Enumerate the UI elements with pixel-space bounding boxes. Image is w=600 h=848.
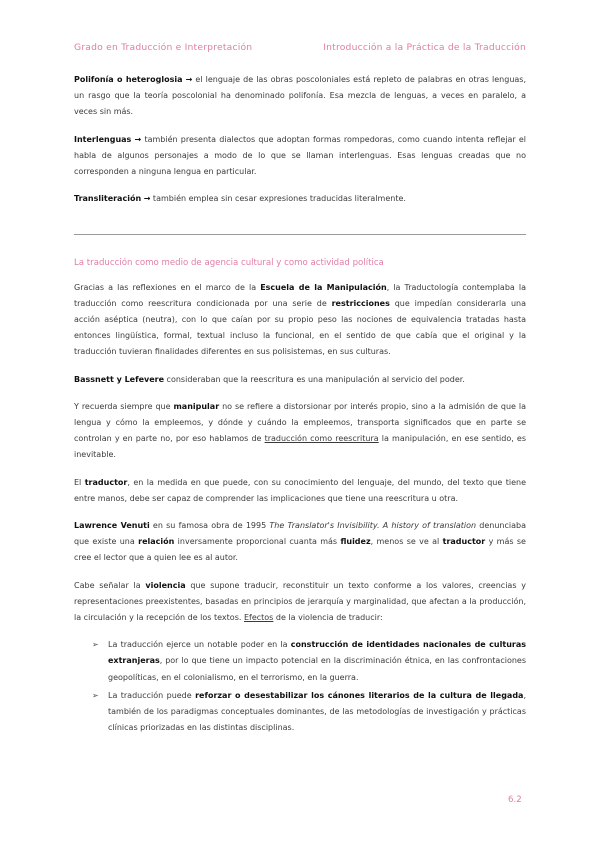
list-item: ➢ La traducción ejerce un notable poder en la construcción de identidades nacionales de culturas extranjeras, por lo que tiene un impacto potencial en la discriminación étnica, en las confrontaciones geopolíticas, en el colonialismo, en el terrorismo, en la guerra.	[74, 637, 526, 686]
page-content	[74, 72, 526, 739]
paragraph-transliteracion: Transliteración → también emplea sin cesar expresiones traducidas literalmente.	[74, 194, 406, 204]
arrow-icon: →	[143, 194, 151, 204]
paragraph-venuti: Lawrence Venuti en su famosa obra de 1995 The Translator's Invisibility. A history of translation denunciaba que existe una relación inversamente proporcional cuanta más fluidez, menos se ve al traductor y más se cree el lector que a quien lee es al autor.	[74, 521, 527, 563]
paragraph-manipulacion: Gracias a las reflexiones en el marco de la Escuela de la Manipulación, la Traductología contemplaba la traducción como reescritura condicionada por una serie de restricciones que impedían considerarla una acción aséptica (neutra), con lo que caían por su propio peso las nociones de equivalencia tratadas hasta entonces lingüística, formal, textual incluso la funcional, en el sentido de que cabía que el original y la traducción tuvieran finalidades diferentes en sus polisistemas, en sus culturas.	[74, 282, 527, 357]
header-course: Grado en Traducción e Interpretación	[74, 42, 253, 53]
term-transliteracion: Transliteración	[74, 194, 142, 204]
term-interlenguas: Interlenguas	[74, 134, 132, 144]
list-item: ➢ La traducción puede reforzar o desestabilizar los cánones literarios de la cultura de llegada, también de los paradigmas conceptuales dominantes, de las metodologías de investigación y prácticas clínicas priorizadas en las distintas disciplinas.	[74, 688, 526, 737]
page-header	[74, 42, 526, 53]
bullet-arrow-icon: ➢	[92, 690, 99, 700]
header-subject: Introducción a la Práctica de la Traducción	[323, 42, 526, 53]
paragraph-violencia: Cabe señalar la violencia que supone traducir, reconstituir un texto conforme a los valores, creencias y representaciones preexistentes, basadas en principios de jerarquía y marginalidad, que afectan a la producción, la circulación y la recepción de los textos. Efectos de la violencia de traducir:	[74, 580, 526, 623]
bullet-arrow-icon: ➢	[92, 640, 99, 650]
paragraph-manipular: Y recuerda siempre que manipular no se refiere a distorsionar por interés propio, sino a la admisión de que la lengua y cómo la empleemos, y dónde y cuándo la empleemos, transporta significados que en parte se controlan y en parte no, por eso hablamos de traducción como reescritura la manipulación, en ese sentido, es inevitable.	[74, 401, 526, 460]
section-title: La traducción como medio de agencia cultural y como actividad política	[74, 258, 384, 269]
arrow-icon: →	[185, 75, 193, 84]
paragraph-polifonia: Polifonía o heteroglosia → el lenguaje de las obras poscoloniales está repleto de palabras en otras lenguas, un rasgo que la teoría poscolonial ha denominado polifonía. Esa mezcla de lenguas, a veces en paralelo, a veces sin más.	[74, 75, 526, 117]
page-number: 6.2	[508, 795, 522, 805]
paragraph-bassnett: Bassnett y Lefevere consideraban que la reescritura es una manipulación al servicio del poder.	[74, 374, 465, 384]
section-divider	[74, 234, 526, 235]
arrow-icon: →	[134, 134, 142, 144]
paragraph-interlenguas: Interlenguas → también presenta dialectos que adoptan formas rompedoras, como cuando intenta reflejar el habla de algunos personajes a modo de lo que se llaman interlenguas. Esas lenguas creadas que no corresponden a ninguna lengua en particular.	[74, 134, 527, 177]
term-polifonia: Polifonía o heteroglosia	[74, 75, 183, 84]
effects-list	[74, 637, 526, 736]
paragraph-traductor: El traductor, en la medida en que puede, con su conocimiento del lenguaje, del mundo, del texto que tiene entre manos, debe ser capaz de comprender las implicaciones que tiene una reescritura u otra.	[74, 477, 526, 503]
